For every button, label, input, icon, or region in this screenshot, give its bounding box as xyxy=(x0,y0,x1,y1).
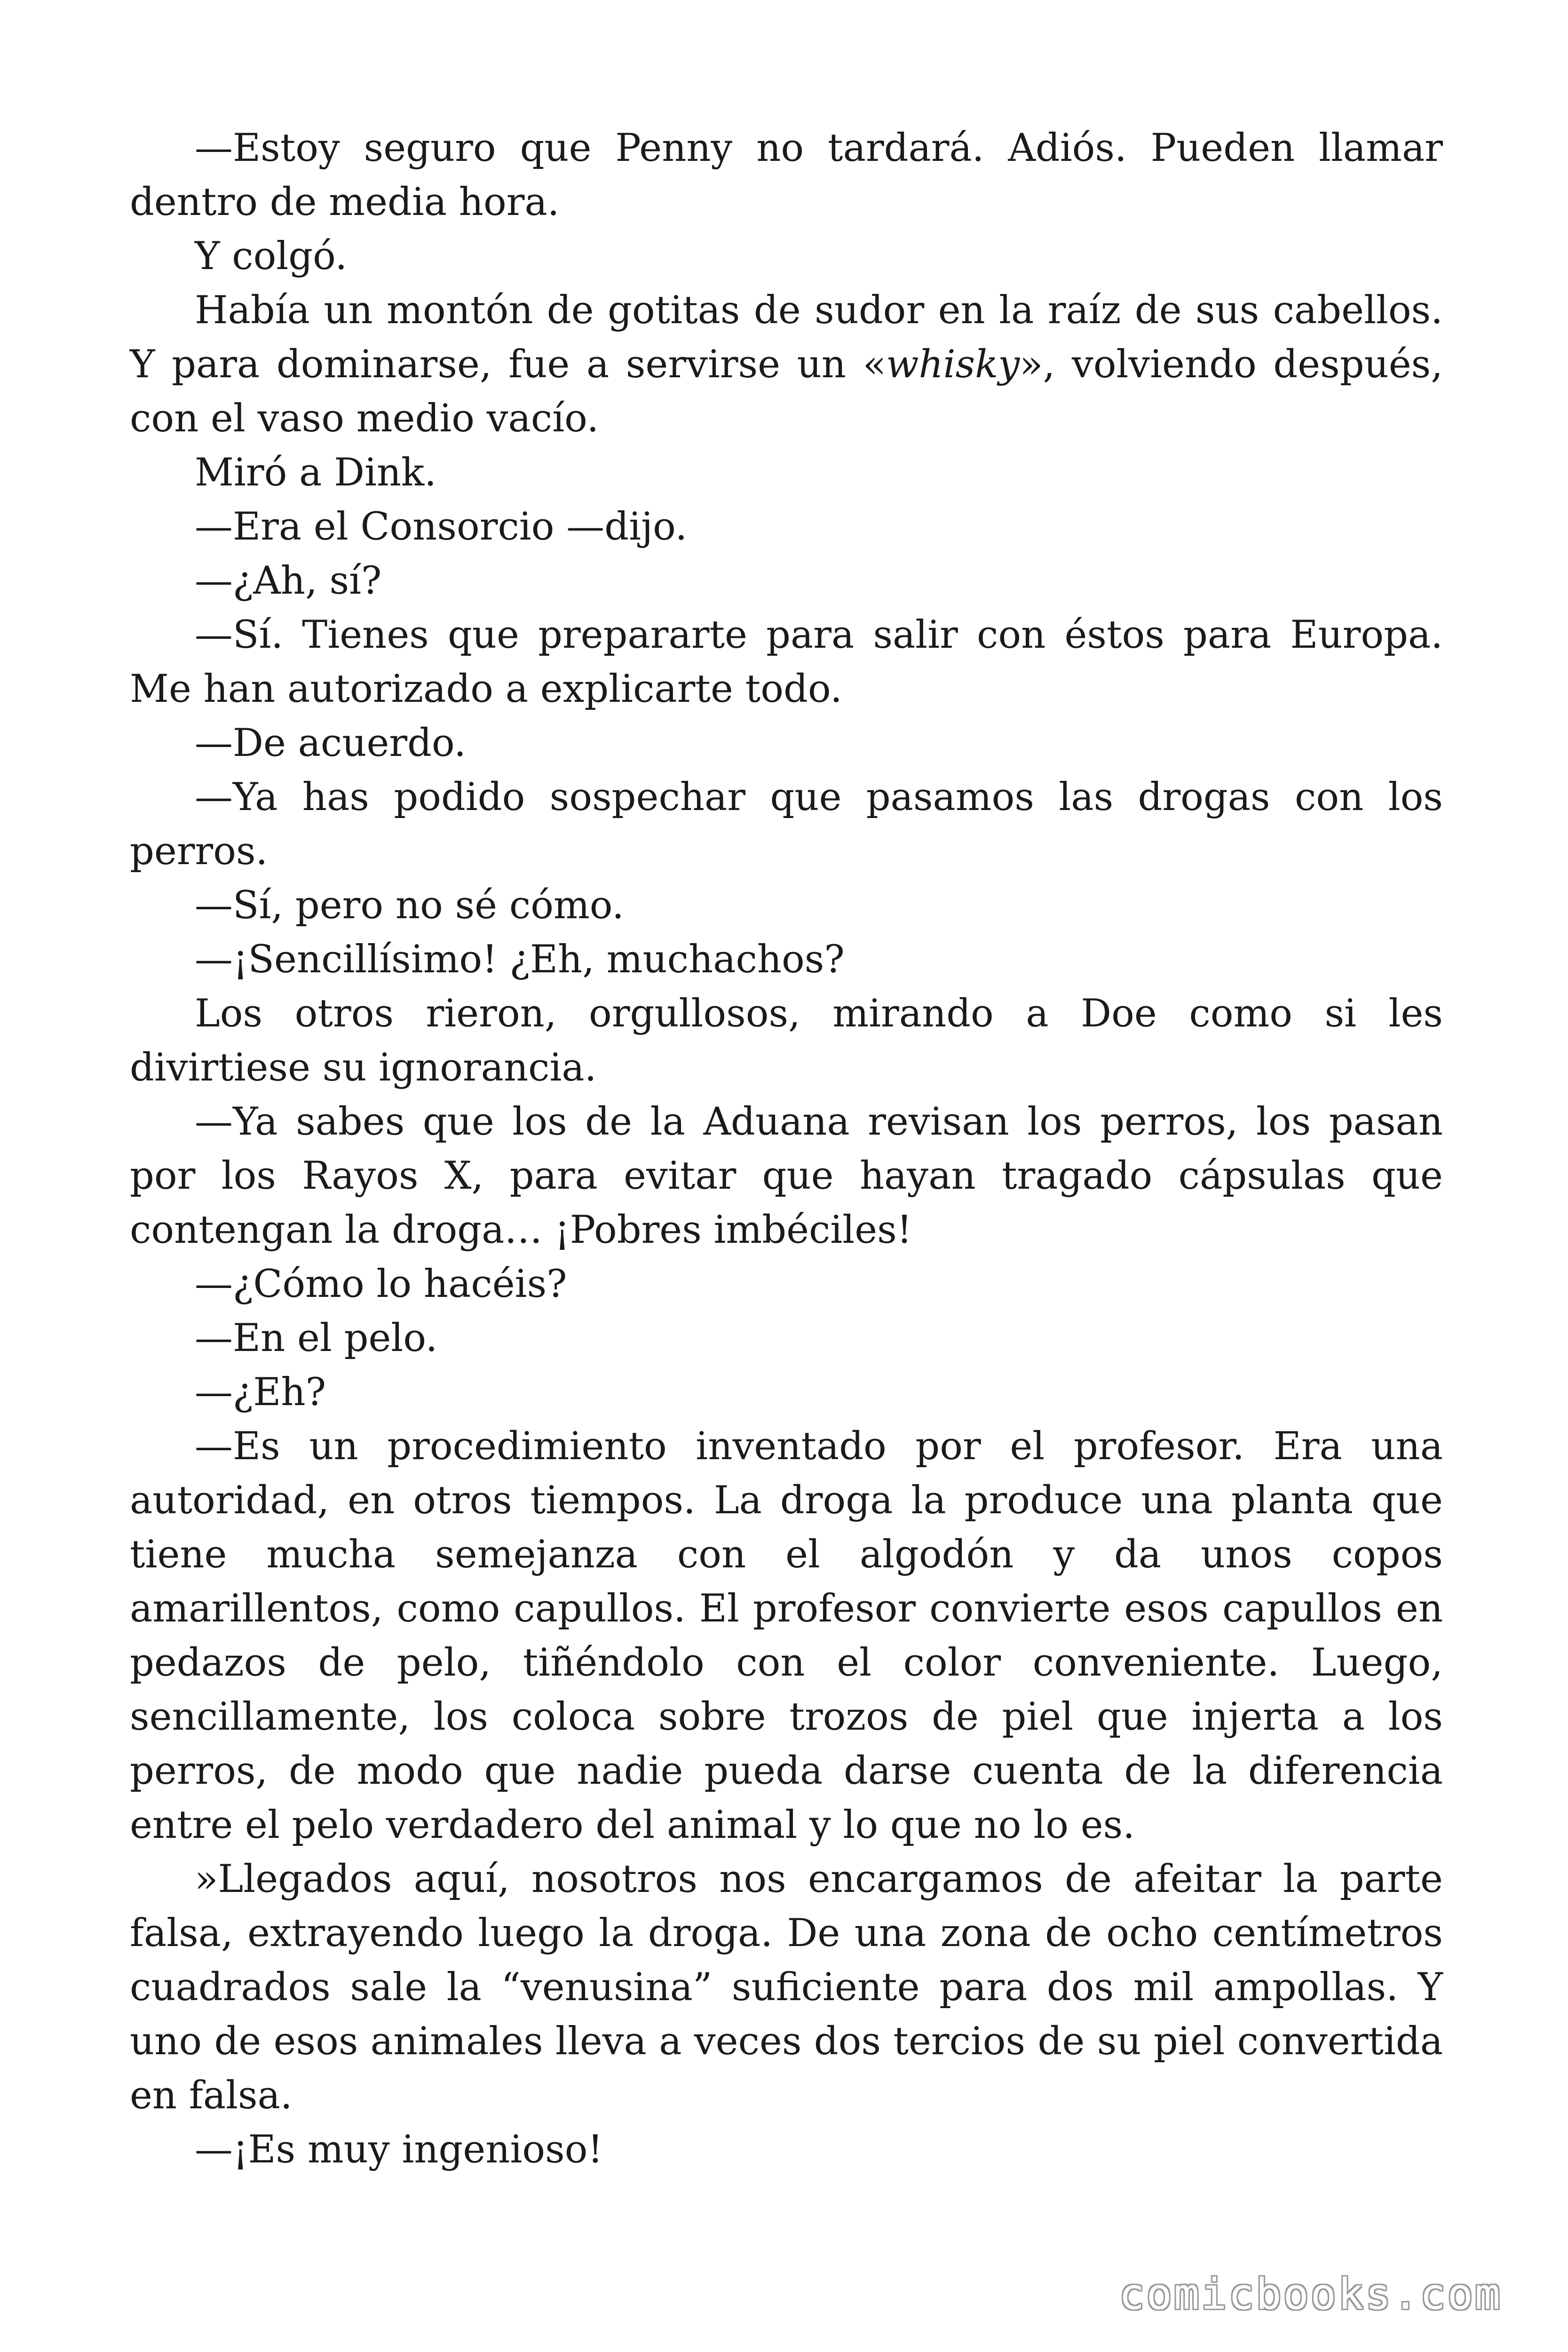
paragraph-2: Y colgó. xyxy=(195,234,348,278)
paragraph-12: Los otros rieron, orgullosos, mirando a Doe como si les divirtiese su ignorancia. xyxy=(130,992,1443,1090)
paragraph-9: —Ya has podido sospechar que pasamos las drogas con los perros. xyxy=(130,775,1443,874)
paragraph-18: »Llegados aquí, nosotros nos encargamos de afeitar la parte falsa, extrayendo luego la droga. De una zona de ocho centímetros cuadrados sale la “venusina” suficiente para dos mil ampollas. Y uno de esos animales lleva a veces dos tercios de su piel convertida en falsa. xyxy=(130,1857,1443,2118)
paragraph-7: —Sí. Tienes que prepararte para salir con éstos para Europa. Me han autorizado a explicarte todo. xyxy=(130,613,1443,711)
page-text xyxy=(130,121,1443,2177)
paragraph-17: —Es un procedimiento inventado por el profesor. Era una autoridad, en otros tiempos. La droga la produce una planta que tiene mucha semejanza con el algodón y da unos copos amarillentos, como capullos. El profesor convierte esos capullos en pedazos de pelo, tiñéndolo con el color conveniente. Luego, sencillamente, los coloca sobre trozos de piel que injerta a los perros, de modo que nadie pueda darse cuenta de la diferencia entre el pelo verdadero del animal y lo que no lo es. xyxy=(130,1424,1443,1847)
site-watermark: comicbooks.com xyxy=(1119,2270,1502,2319)
paragraph-4: Miró a Dink. xyxy=(195,451,436,495)
paragraph-19: —¡Es muy ingenioso! xyxy=(195,2128,603,2172)
italic-whisky: whisky xyxy=(886,342,1020,387)
paragraph-8: —De acuerdo. xyxy=(195,721,467,765)
paragraph-13: —Ya sabes que los de la Aduana revisan los perros, los pasan por los Rayos X, para evitar que hayan tragado cápsulas que contengan la droga… ¡Pobres imbéciles! xyxy=(130,1100,1443,1252)
paragraph-16: —¿Eh? xyxy=(195,1370,326,1414)
paragraph-6: —¿Ah, sí? xyxy=(195,559,382,603)
paragraph-15: —En el pelo. xyxy=(195,1316,438,1360)
paragraph-14: —¿Cómo lo hacéis? xyxy=(195,1262,567,1306)
paragraph-10: —Sí, pero no sé cómo. xyxy=(195,883,624,928)
paragraph-1: —Estoy seguro que Penny no tardará. Adiós. Pueden llamar dentro de media hora. xyxy=(130,126,1443,224)
paragraph-5: —Era el Consorcio —dijo. xyxy=(195,505,688,549)
paragraph-3: Había un montón de gotitas de sudor en la raíz de sus cabellos. Y para dominarse, fue a servirse un «whisky», volviendo después, con el vaso medio vacío. xyxy=(130,288,1443,441)
paragraph-11: —¡Sencillísimo! ¿Eh, muchachos? xyxy=(195,938,845,982)
